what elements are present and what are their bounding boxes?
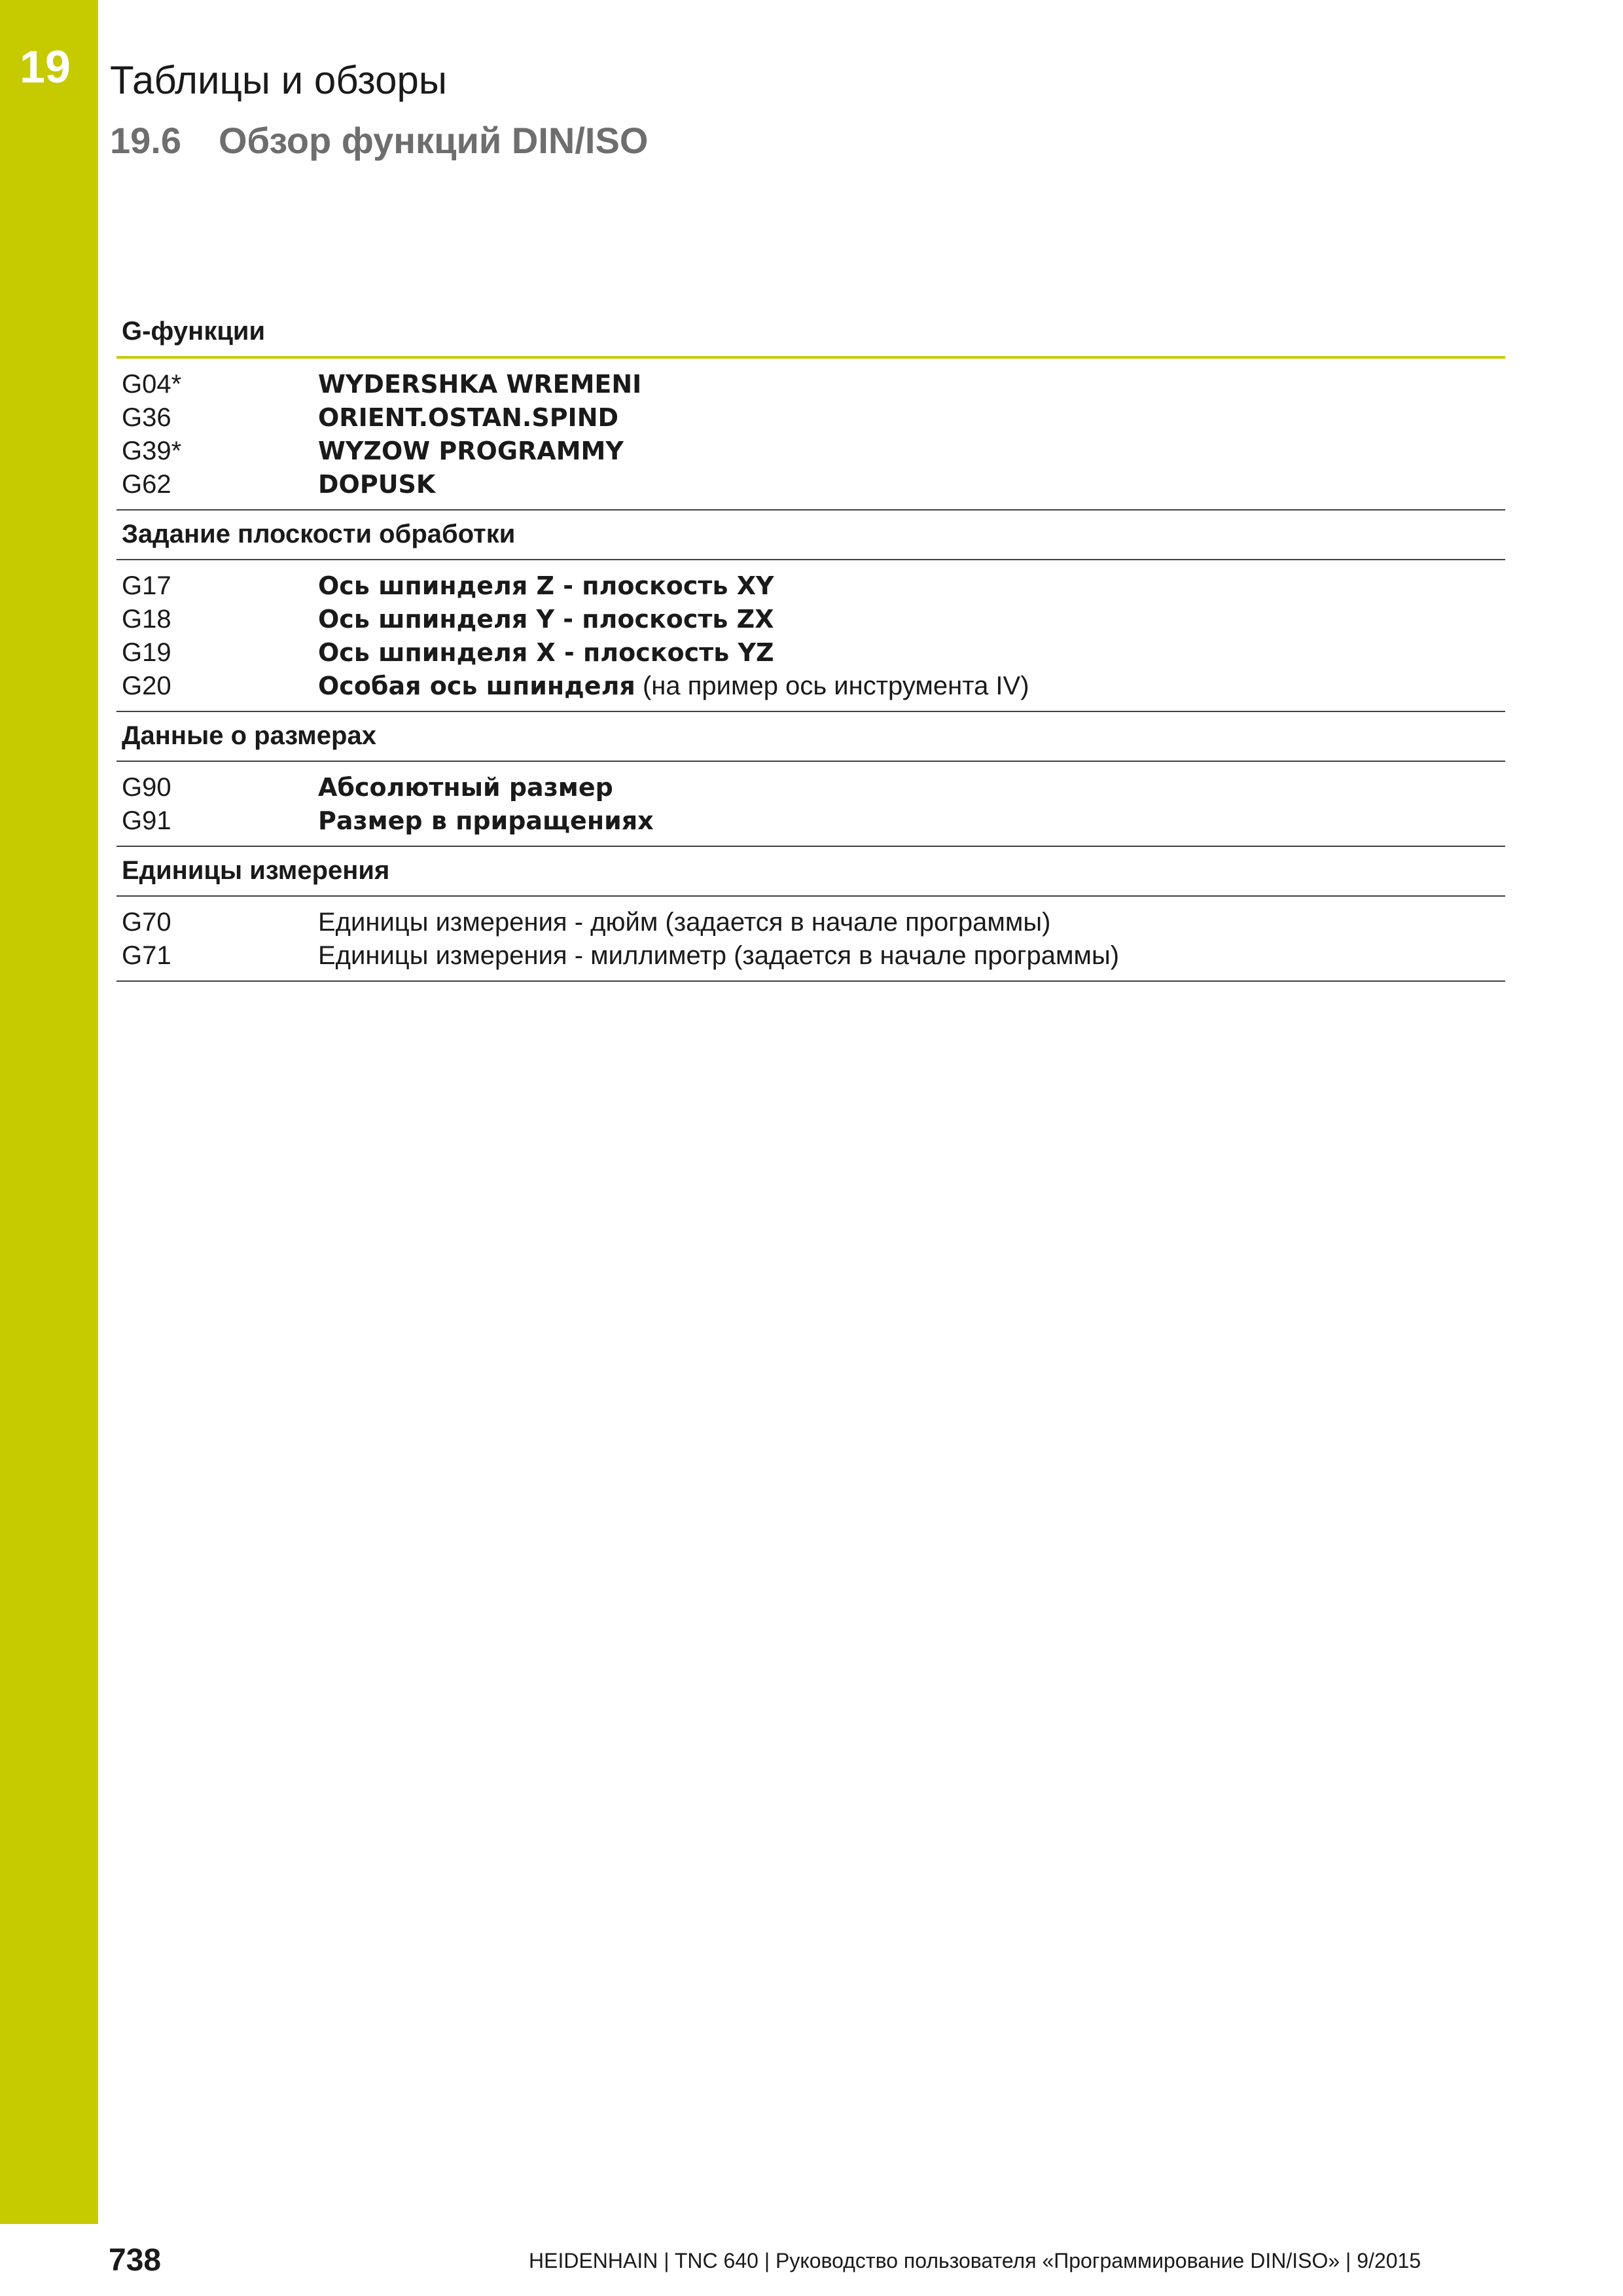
- table-row: [122, 603, 1500, 636]
- g-description: Ось шпинделя Y - плоскость ZX: [318, 605, 774, 634]
- g-code: G62: [122, 470, 171, 499]
- page-footer: HEIDENHAIN | TNC 640 | Руководство пользователя «Программирование DIN/ISO» | 9/2015: [529, 2249, 1421, 2272]
- group-rows: [116, 897, 1505, 982]
- table-row: [122, 401, 1500, 435]
- g-description: Особая ось шпинделя (на пример ось инструмента IV): [318, 672, 1029, 700]
- table-row: [122, 468, 1500, 501]
- g-code: G71: [122, 941, 171, 970]
- group-rows: [116, 359, 1505, 511]
- g-code: G90: [122, 773, 171, 802]
- page-number: 738: [109, 2243, 162, 2278]
- group-header: G-функции: [116, 308, 1505, 359]
- g-code: G91: [122, 806, 171, 835]
- g-description: Абсолютный размер: [318, 773, 613, 802]
- table-row: [122, 368, 1500, 401]
- g-code: G19: [122, 638, 171, 667]
- table-row: [122, 771, 1500, 804]
- table-row: [122, 569, 1500, 603]
- g-code: G36: [122, 403, 171, 432]
- section-title: [110, 119, 648, 162]
- g-description: Единицы измерения - дюйм (задается в начале программы): [318, 908, 1051, 937]
- g-function-table: [116, 308, 1505, 982]
- g-code: G39*: [122, 437, 182, 465]
- chapter-title: Таблицы и обзоры: [110, 58, 447, 102]
- g-description: WYZOW PROGRAMMY: [318, 437, 624, 465]
- table-row: [122, 906, 1500, 939]
- table-row: [122, 670, 1500, 703]
- g-description: Единицы измерения - миллиметр (задается в начале программы): [318, 941, 1120, 970]
- g-code: G04*: [122, 370, 182, 399]
- table-row: [122, 435, 1500, 468]
- g-code: G70: [122, 908, 171, 937]
- group-header: Задание плоскости обработки: [116, 511, 1505, 560]
- section-number: 19.6: [110, 120, 181, 161]
- table-row: [122, 939, 1500, 973]
- g-description: Ось шпинделя Z - плоскость XY: [318, 571, 774, 600]
- g-code: G17: [122, 571, 171, 600]
- g-description: DOPUSK: [318, 470, 436, 499]
- section-title-text: Обзор функций DIN/ISO: [219, 120, 649, 161]
- chapter-number: 19: [20, 41, 71, 92]
- group-header: Данные о размерах: [116, 712, 1505, 762]
- table-row: [122, 636, 1500, 670]
- g-code: G20: [122, 672, 171, 700]
- group-rows: [116, 762, 1505, 847]
- group-header: Единицы измерения: [116, 847, 1505, 897]
- g-description: WYDERSHKA WREMENI: [318, 370, 642, 399]
- g-description: ORIENT.OSTAN.SPIND: [318, 403, 619, 432]
- g-code: G18: [122, 605, 171, 634]
- g-description: Ось шпинделя X - плоскость YZ: [318, 638, 774, 667]
- chapter-side-bar: [0, 0, 98, 2224]
- table-row: [122, 804, 1500, 838]
- g-description: Размер в приращениях: [318, 806, 654, 835]
- group-rows: [116, 560, 1505, 712]
